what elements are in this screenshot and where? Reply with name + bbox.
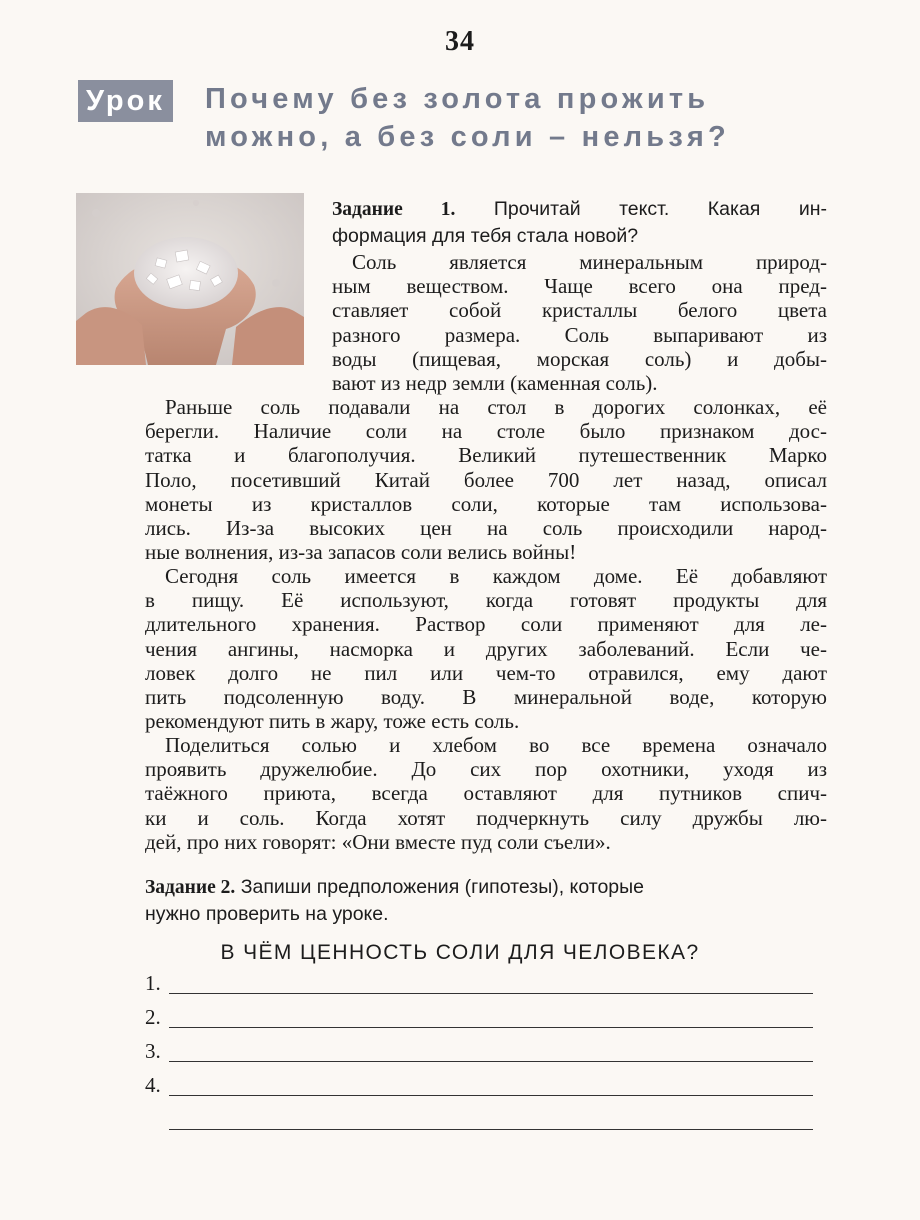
writing-line: [169, 1129, 813, 1130]
paragraph-line: длительного хранения. Раствор соли применяют для ле-: [145, 612, 827, 637]
lesson-badge: Урок: [78, 80, 173, 122]
paragraph-3: [145, 564, 827, 733]
task-1-text-line-2: формация для тебя стала новой?: [332, 225, 639, 247]
paragraph-2: [145, 395, 827, 564]
hypothesis-question: В ЧЁМ ЦЕННОСТЬ СОЛИ ДЛЯ ЧЕЛОВЕКА?: [220, 941, 700, 964]
paragraph-line: в пищу. Её используют, когда готовят продукты для: [145, 588, 827, 613]
paragraph-line: рекомендуют пить в жару, тоже есть соль.: [145, 709, 520, 734]
writing-line: [169, 993, 813, 994]
answer-line-4[interactable]: [145, 1072, 813, 1100]
answer-line-1[interactable]: [145, 970, 813, 998]
task-2-text-line-1: Запиши предположения (гипотезы), которые: [240, 876, 644, 898]
paragraph-line: таёжного приюта, всегда оставляют для путников спич-: [145, 781, 827, 806]
answer-line-3[interactable]: [145, 1038, 813, 1066]
paragraph-line: ные волнения, из-за запасов соли велись войны!: [145, 540, 577, 565]
salt-in-hands-image: [76, 193, 304, 365]
lesson-title: [205, 80, 845, 156]
paragraph-line: вают из недр земли (каменная соль).: [332, 371, 658, 396]
lesson-title-line-1: Почему без золота прожить: [205, 83, 710, 115]
paragraph-line: Соль является минеральным природ-: [352, 250, 827, 274]
writing-line: [169, 1027, 813, 1028]
answer-number: 3.: [145, 1039, 161, 1063]
paragraph-line: проявить дружелюбие. До сих пор охотники, уходя из: [145, 757, 827, 782]
paragraph-line: монеты из кристаллов соли, которые там использова-: [145, 491, 827, 516]
paragraph-line: ки и соль. Когда хотят подчеркнуть силу дружбы лю-: [145, 805, 827, 830]
paragraph-line: лись. Из-за высоких цен на соль происходили народ-: [145, 516, 827, 541]
task-2: [145, 874, 827, 927]
answer-number: 4.: [145, 1073, 161, 1097]
answer-number: 2.: [145, 1005, 161, 1029]
paragraph-line: пить подсоленную воду. В минеральной воде, которую: [145, 685, 827, 710]
writing-line: [169, 1061, 813, 1062]
paragraph-line: ставляет собой кристаллы белого цвета: [332, 298, 827, 323]
lesson-title-line-2: можно, а без соли – нельзя?: [205, 121, 730, 153]
salt-in-hands-photo: [76, 193, 304, 365]
task-1: [332, 196, 827, 249]
writing-line: [169, 1095, 813, 1096]
task-1-text-line-1: Прочитай текст. Какая ин-: [493, 198, 827, 220]
answer-number: 1.: [145, 971, 161, 995]
paragraph-line: Раньше соль подавали на стол в дорогих солонках, её: [165, 395, 827, 419]
paragraph-line: ловек долго не пил или чем-то отравился, ему дают: [145, 660, 827, 685]
answer-line-2[interactable]: [145, 1004, 813, 1032]
task-1-label: Задание 1.: [332, 199, 456, 220]
paragraph-4: [145, 733, 827, 854]
paragraph-1: [332, 250, 827, 395]
paragraph-line: чения ангины, насморка и других заболеваний. Если че-: [145, 636, 827, 661]
paragraph-line: татка и благополучия. Великий путешественник Марко: [145, 443, 827, 468]
paragraph-line: разного размера. Соль выпаривают из: [332, 322, 827, 347]
paragraph-line: дей, про них говорят: «Они вместе пуд соли съели».: [145, 829, 611, 854]
paragraph-line: Поделиться солью и хлебом во все времена означало: [165, 733, 827, 757]
paragraph-line: Сегодня соль имеется в каждом доме. Её добавляют: [165, 564, 827, 588]
paragraph-line: берегли. Наличие соли на столе было признаком дос-: [145, 419, 827, 444]
task-2-label: Задание 2.: [145, 877, 236, 898]
paragraph-line: ным веществом. Чаще всего она пред-: [332, 274, 827, 299]
paragraph-line: Поло, посетивший Китай более 700 лет назад, описал: [145, 467, 827, 492]
paragraph-line: воды (пищевая, морская соль) и добы-: [332, 346, 827, 371]
page-number: 34: [445, 26, 475, 57]
task-2-text-line-2: нужно проверить на уроке.: [145, 903, 389, 925]
answer-line-5[interactable]: [145, 1106, 813, 1134]
